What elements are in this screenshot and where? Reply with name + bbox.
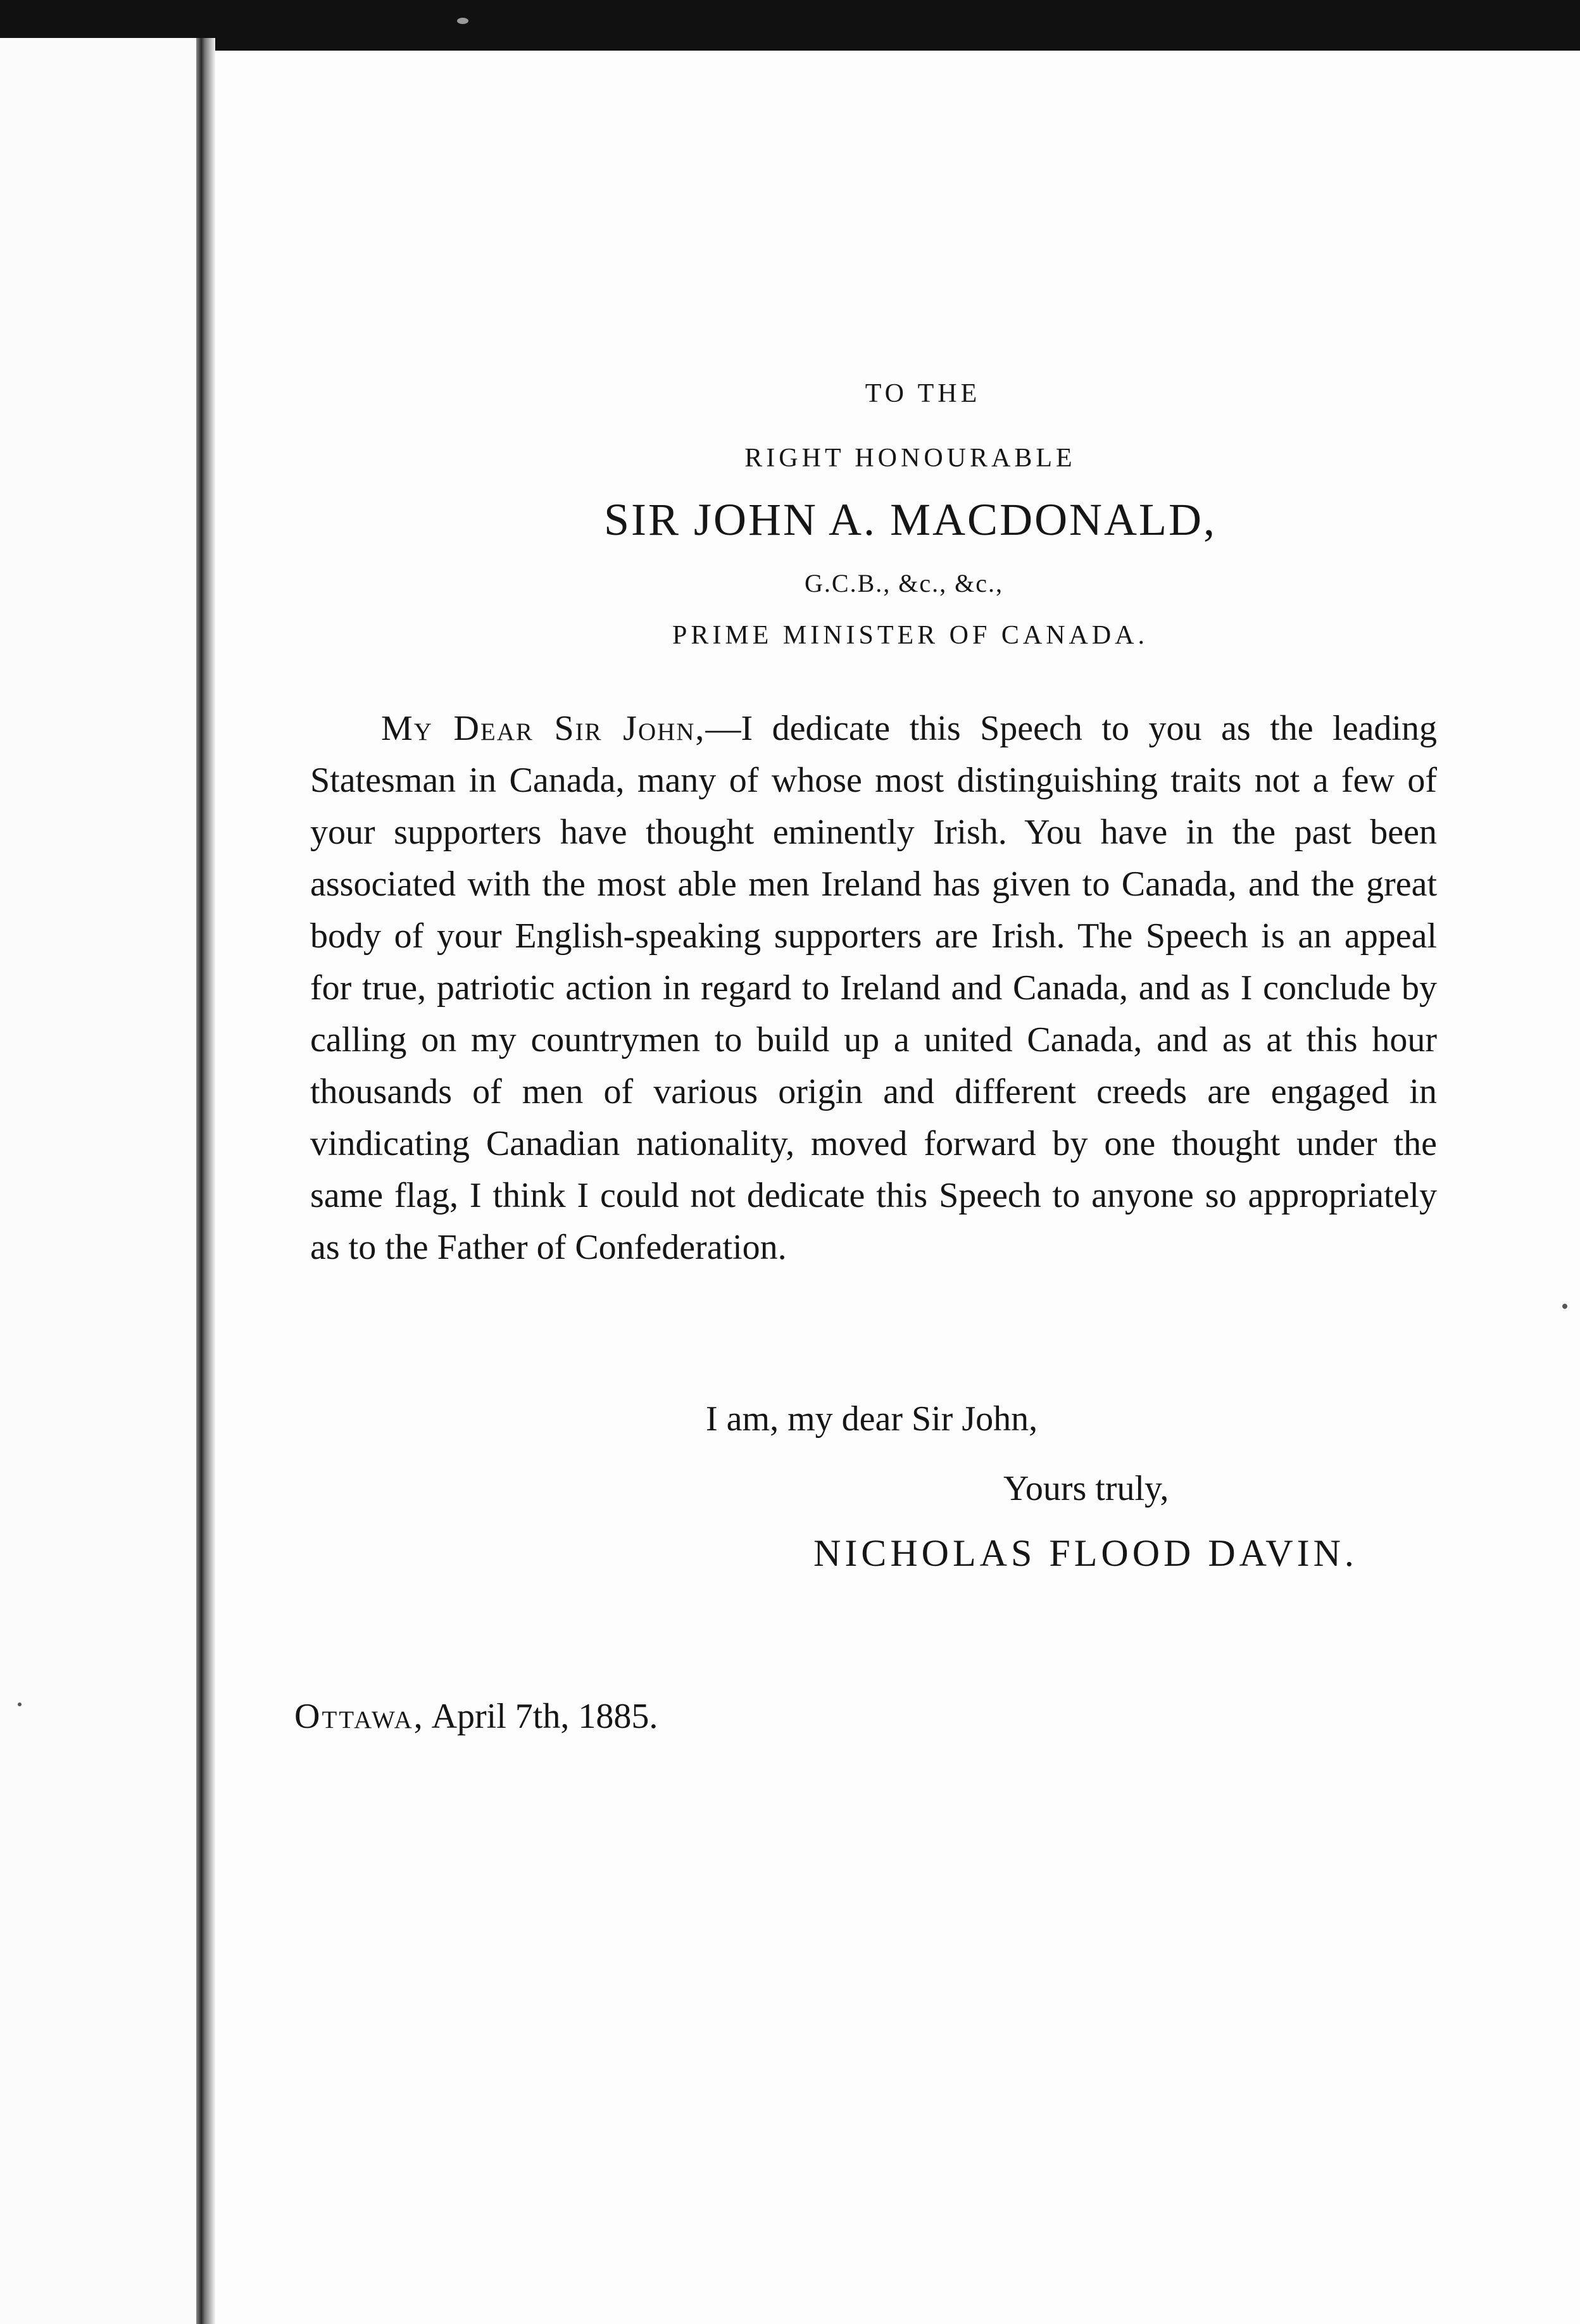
dateline bbox=[294, 1696, 658, 1737]
scan-top-border bbox=[0, 0, 1580, 51]
letter-paragraph bbox=[310, 703, 1437, 1273]
dedicatee-name: SIR JOHN A. MACDONALD, bbox=[603, 494, 1217, 545]
dateline-date: April 7th, 1885. bbox=[431, 1697, 658, 1736]
letter-body-text: —I dedicate this Speech to you as the leading Statesman in Canada, many of whose most distinguishing traits not a few of your supporters have thought eminently Irish. You have in the past been associated with the most able men Ireland has given to Canada, and the great body of your English-speaking supporters are Irish. The Speech is an appeal for true, patriotic action in regard to Ireland and Canada, and as I conclude by calling on my countrymen to build up a united Canada, and as at this hour thousands of men of various origin and different creeds are engaged in vindicating Canadian nationality, moved forward by one thought under the same flag, I think I could not dedicate this Speech to anyone so appropriately as to the Father of Confederation. bbox=[310, 709, 1437, 1267]
signature: NICHOLAS FLOOD DAVIN. bbox=[813, 1532, 1358, 1574]
valediction: Yours truly, bbox=[1003, 1469, 1169, 1508]
letter-salutation: My Dear Sir John, bbox=[381, 709, 706, 748]
binding-gutter bbox=[196, 38, 215, 2324]
dateline-place: Ottawa, bbox=[294, 1697, 425, 1736]
scan-speck bbox=[1562, 1304, 1567, 1309]
scan-speck bbox=[18, 1702, 22, 1706]
dedication-right-honourable: RIGHT HONOURABLE bbox=[744, 444, 1076, 473]
letter-body bbox=[310, 703, 1437, 1273]
dedicatee-honours: G.C.B., &c., &c., bbox=[805, 569, 1003, 597]
dedicatee-office: PRIME MINISTER OF CANADA. bbox=[672, 621, 1149, 650]
closing-line: I am, my dear Sir John, bbox=[706, 1399, 1038, 1439]
dedication-to-the: TO THE bbox=[865, 379, 981, 408]
facing-page-margin bbox=[0, 38, 196, 2324]
scan-speck bbox=[457, 18, 468, 24]
